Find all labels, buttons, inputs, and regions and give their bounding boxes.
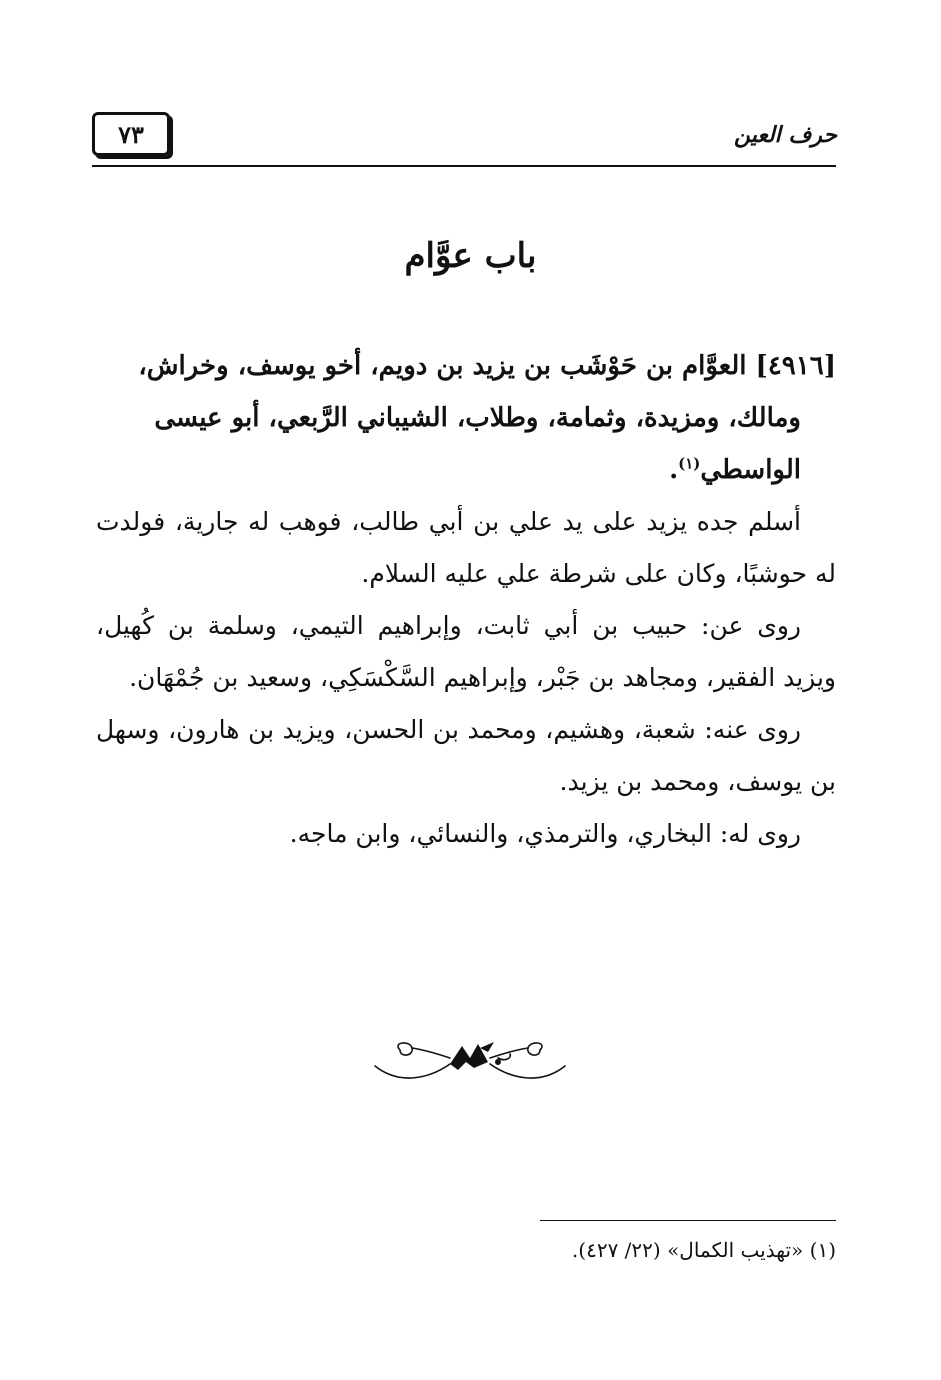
page-number: ٧٣ (118, 119, 144, 149)
entry-heading-line3: الواسطي (700, 455, 801, 485)
entry-heading-line1: [٤٩١٦] العوَّام بن حَوْشَب بن يزيد بن دويم، أخو يوسف، وخراش، (138, 351, 836, 381)
header-rule (92, 165, 836, 167)
section-title: باب عوَّام (404, 236, 537, 276)
entry-heading-end: . (669, 455, 679, 485)
page-number-box (92, 112, 170, 156)
paragraph-conversion: أسلم جده يزيد على يد علي بن أبي طالب، فوهب له جارية، فولدت له حوشبًا، وكان على شرطة علي عليه السلام. (96, 507, 836, 588)
paragraph-narrated-from: روى عن: حبيب بن أبي ثابت، وإبراهيم التيمي، وسلمة بن كُهيل، ويزيد الفقير، ومجاهد بن جَبْر، وإبراهيم السَّكْسَكِي، وسعيد بن جُمْهَان. (96, 611, 836, 692)
entry-heading-line2: ومالك، ومزيدة، وثمامة، وطلاب، الشيباني الرَّبعي، أبو عيسى (154, 403, 801, 433)
paragraph-narrated-by: روى عنه: شعبة، وهشيم، ومحمد بن الحسن، ويزيد بن هارون، وسهل بن يوسف، ومحمد بن يزيد. (96, 715, 836, 796)
footnote-rule (540, 1220, 836, 1221)
entry-heading (96, 340, 836, 496)
footnote-reference[interactable]: (١) (678, 454, 701, 473)
body-text (96, 340, 836, 860)
entry-heading-line3-wrap (96, 444, 836, 496)
paragraph-reported-by: روى له: البخاري، والترمذي، والنسائي، وابن ماجه. (289, 819, 801, 848)
decorative-ornament-icon (370, 1028, 570, 1088)
running-header-chapter: حرف العين (733, 122, 837, 148)
footnote: (١) «تهذيب الكمال» (٢٢/ ٤٢٧). (571, 1238, 836, 1262)
